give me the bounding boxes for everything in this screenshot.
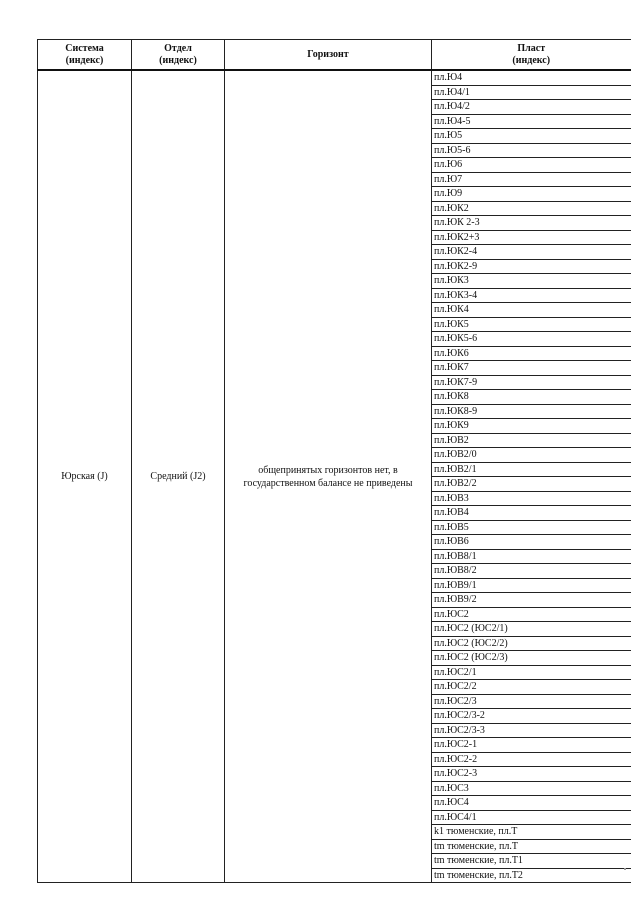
layer-cell: пл.ЮС2-1: [432, 738, 631, 753]
layer-cell: пл.ЮС2 (ЮС2/1): [432, 622, 631, 637]
layer-cell: пл.ЮВ8/1: [432, 549, 631, 564]
table-row: [38, 70, 631, 85]
layer-cell: пл.ЮК2+3: [432, 230, 631, 245]
layer-cell: пл.ЮС4: [432, 796, 631, 811]
system-cell: Юрская (J): [38, 70, 132, 883]
layer-cell: пл.Ю4/1: [432, 85, 631, 100]
layer-cell: пл.ЮВ2: [432, 433, 631, 448]
layer-cell: пл.ЮС2/3-3: [432, 723, 631, 738]
layer-cell: k1 тюменские, пл.Т: [432, 825, 631, 840]
layer-cell: пл.ЮВ2/0: [432, 448, 631, 463]
layer-cell: пл.ЮС2-3: [432, 767, 631, 782]
table-header-row: [38, 40, 631, 71]
table-body: [38, 70, 631, 883]
layer-cell: пл.ЮК3-4: [432, 288, 631, 303]
layer-cell: пл.Ю5-6: [432, 143, 631, 158]
layer-cell: пл.ЮК2-4: [432, 245, 631, 260]
layer-cell: пл.ЮВ6: [432, 535, 631, 550]
header-layer-line2: (индекс): [512, 54, 551, 66]
layer-cell: пл.Ю5: [432, 129, 631, 144]
layer-cell: пл.Ю4: [432, 70, 631, 85]
header-layer-line1: Пласт: [517, 42, 546, 54]
layer-cell: пл.ЮВ9/2: [432, 593, 631, 608]
layer-cell: пл.ЮС4/1: [432, 810, 631, 825]
layer-cell: пл.ЮС2: [432, 607, 631, 622]
layer-cell: пл.ЮС2/3: [432, 694, 631, 709]
header-department-line1: Отдел: [164, 42, 192, 54]
layer-cell: пл.ЮВ8/2: [432, 564, 631, 579]
layer-cell: tm тюменские, пл.Т: [432, 839, 631, 854]
layer-cell: пл.Ю9: [432, 187, 631, 202]
layer-cell: tm тюменские, пл.Т2: [432, 868, 631, 883]
layer-cell: пл.ЮС2/1: [432, 665, 631, 680]
layer-cell: пл.ЮК4: [432, 303, 631, 318]
layer-cell: пл.ЮК8: [432, 390, 631, 405]
scan-mark: [624, 868, 626, 870]
layer-cell: пл.ЮК7-9: [432, 375, 631, 390]
header-department-line2: (индекс): [159, 54, 197, 66]
layer-cell: пл.ЮС2/2: [432, 680, 631, 695]
department-cell: Средний (J2): [132, 70, 225, 883]
header-layer: [432, 40, 631, 71]
layer-cell: пл.ЮВ4: [432, 506, 631, 521]
layer-cell: пл.Ю4-5: [432, 114, 631, 129]
layer-cell: пл.ЮС2 (ЮС2/3): [432, 651, 631, 666]
header-system: [38, 40, 132, 71]
layer-cell: пл.Ю6: [432, 158, 631, 173]
layer-cell: пл.ЮС3: [432, 781, 631, 796]
layer-cell: пл.Ю4/2: [432, 100, 631, 115]
layer-cell: tm тюменские, пл.Т1: [432, 854, 631, 869]
layer-cell: пл.ЮК8-9: [432, 404, 631, 419]
layer-cell: пл.ЮК2-9: [432, 259, 631, 274]
horizon-cell: общепринятых горизонтов нет, в государственном балансе не приведены: [225, 70, 432, 883]
header-department: [132, 40, 225, 71]
stratigraphy-table: [37, 39, 631, 883]
header-system-line2: (индекс): [65, 54, 104, 66]
layer-cell: пл.ЮВ2/2: [432, 477, 631, 492]
layer-cell: пл.ЮС2 (ЮС2/2): [432, 636, 631, 651]
header-horizon: Горизонт: [225, 40, 432, 71]
layer-cell: пл.ЮК6: [432, 346, 631, 361]
layer-cell: пл.ЮВ3: [432, 491, 631, 506]
layer-cell: пл.ЮВ2/1: [432, 462, 631, 477]
layer-cell: пл.ЮК7: [432, 361, 631, 376]
layer-cell: пл.ЮК2: [432, 201, 631, 216]
layer-cell: пл.ЮВ9/1: [432, 578, 631, 593]
layer-cell: пл.ЮК 2-3: [432, 216, 631, 231]
header-system-line1: Система: [65, 42, 104, 54]
layer-cell: пл.ЮК5-6: [432, 332, 631, 347]
layer-cell: пл.ЮВ5: [432, 520, 631, 535]
layer-cell: пл.ЮС2-2: [432, 752, 631, 767]
layer-cell: пл.ЮК9: [432, 419, 631, 434]
layer-cell: пл.ЮК3: [432, 274, 631, 289]
layer-cell: пл.ЮС2/3-2: [432, 709, 631, 724]
layer-cell: пл.ЮК5: [432, 317, 631, 332]
layer-cell: пл.Ю7: [432, 172, 631, 187]
